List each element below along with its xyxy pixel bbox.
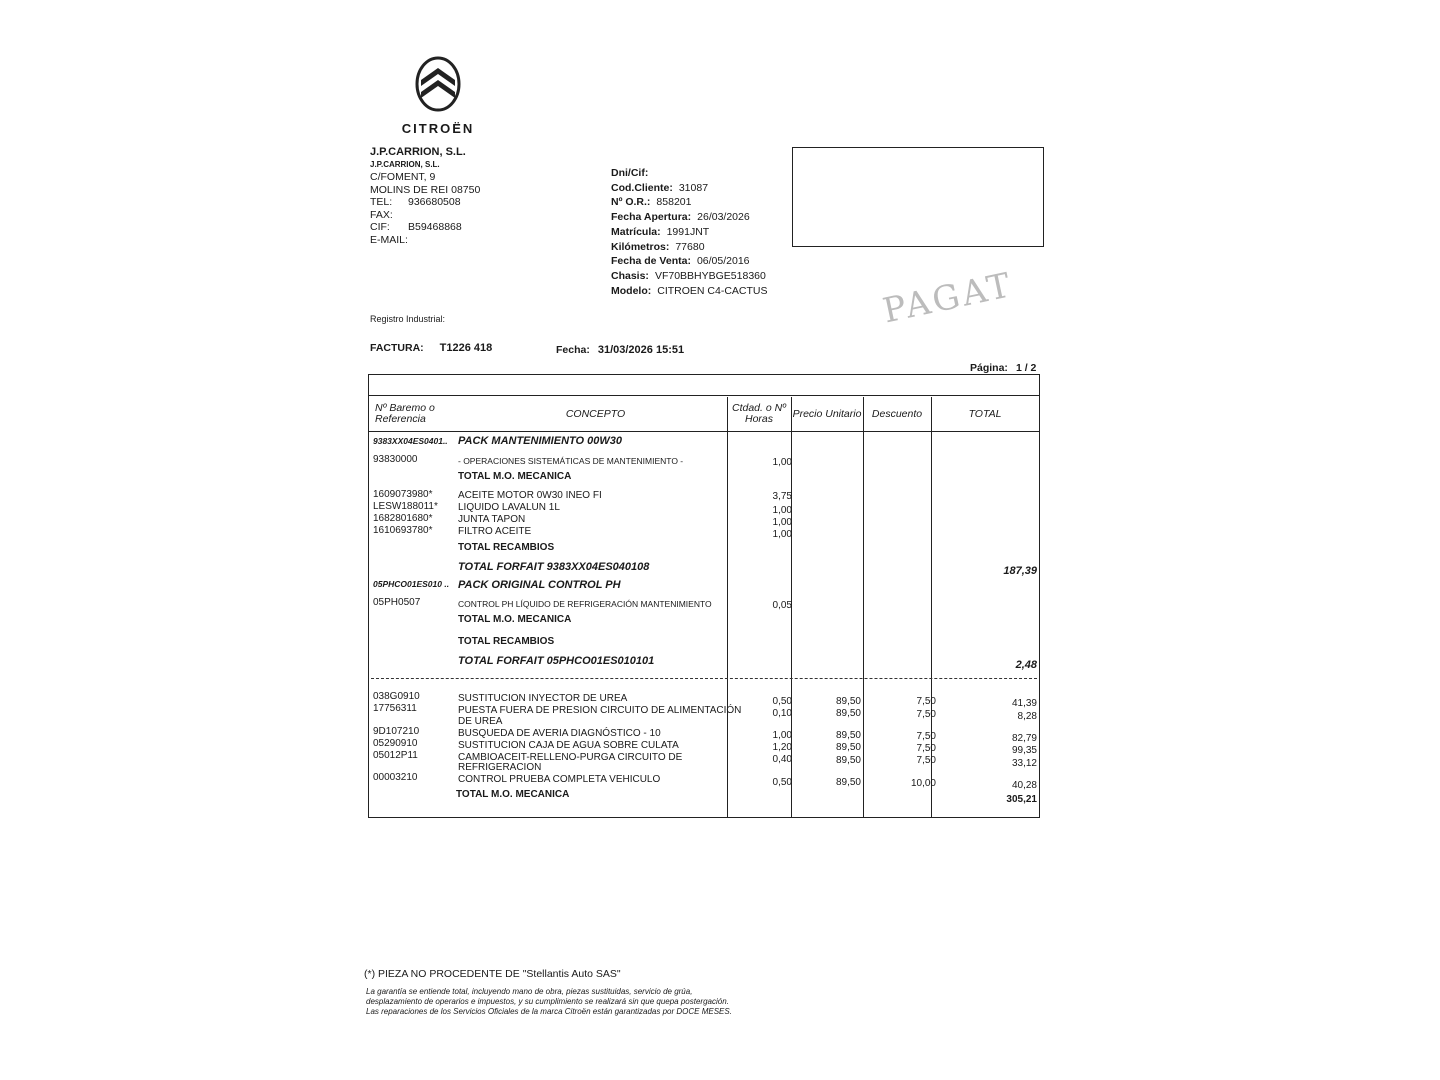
labour-concept: PUESTA FUERA DE PRESION CIRCUITO DE ALIMENTACIÓN	[458, 705, 742, 716]
labour-ref: 17756311	[373, 703, 417, 714]
labour-discount: 7,50	[916, 755, 936, 766]
vehicle-info	[611, 166, 768, 298]
pack-ref: 9383XX04ES0401..	[373, 436, 448, 446]
forfait-total-value: 187,39	[1003, 565, 1037, 577]
labour-price: 89,50	[835, 730, 861, 741]
guarantee-text: La garantía se entiende total, incluyendo mano de obra, piezas sustituidas, servicio de grúa, desplazamiento de operarios e impuestos, y su cumplimiento se realizará sin que quepa postergación. Las reparaciones de los Servicios Oficiales de la marca Citroën están garantizadas por DOCE MESES.	[366, 987, 732, 1016]
labour-concept: SUSTITUCION INYECTOR DE UREA	[458, 693, 628, 704]
header-discount: Descuento	[871, 407, 923, 420]
company-info	[370, 146, 480, 246]
vehicle-field: Matrícula: 1991JNT	[611, 225, 710, 238]
labour-total: 8,28	[1017, 711, 1037, 722]
part-concept: LIQUIDO LAVALUN 1L	[458, 502, 560, 513]
labour-concept: CONTROL PRUEBA COMPLETA VEHICULO	[458, 774, 661, 785]
part-ref: 1609073980*	[373, 489, 433, 500]
labour-concept: REFRIGERACION	[458, 762, 542, 773]
labour-price: 89,50	[835, 696, 861, 707]
company-city: MOLINS DE REI 08750	[370, 183, 481, 196]
company-cif: CIF: B59468868	[370, 221, 462, 233]
labour-discount: 7,50	[916, 709, 936, 720]
vehicle-field: Fecha Apertura: 26/03/2026	[611, 211, 750, 224]
forfait-total-label: TOTAL FORFAIT 9383XX04ES040108	[458, 561, 650, 573]
brand-name: CITROËN	[401, 121, 475, 136]
part-qty: 1,00	[772, 529, 792, 540]
labour-qty: 1,20	[772, 742, 792, 753]
subtotal-label: TOTAL M.O. MECANICA	[458, 471, 572, 482]
page-number: Página: 1 / 2	[970, 362, 1037, 374]
labour-ref: 00003210	[373, 772, 418, 783]
header-ref: Nº Baremo o Referencia	[375, 402, 435, 425]
labour-price: 89,50	[835, 777, 861, 788]
address-box	[792, 147, 1044, 247]
brand-logo	[398, 56, 478, 136]
company-tel-value: 936680508	[408, 196, 461, 208]
company-email: E-MAIL:	[370, 233, 408, 246]
invoice-number: FACTURA: T1226 418	[370, 342, 493, 354]
labour-ref: 038G0910	[373, 691, 420, 702]
labour-ref: 05290910	[373, 738, 418, 749]
labour-concept: CAMBIOACEIT-RELLENO-PURGA CIRCUITO DE	[458, 752, 683, 763]
labour-concept: BUSQUEDA DE AVERIA DIAGNÓSTICO - 10	[458, 728, 661, 739]
vehicle-field: Kilómetros: 77680	[611, 240, 705, 253]
labour-total: 99,35	[1011, 745, 1037, 756]
labour-price: 89,50	[835, 755, 861, 766]
pack-ref: 05PHCO01ES010 ..	[373, 579, 450, 589]
part-qty: 3,75	[772, 491, 792, 502]
forfait-total-label: TOTAL FORFAIT 05PHCO01ES010101	[458, 655, 655, 667]
pack-title: PACK MANTENIMIENTO 00W30	[458, 435, 623, 447]
labour-ref: 9D107210	[373, 726, 420, 737]
labour-qty: 0,50	[772, 696, 792, 707]
labour-total: 82,79	[1011, 733, 1037, 744]
part-qty: 1,00	[772, 505, 792, 516]
header-price: Precio Unitario	[792, 407, 862, 420]
registro-industrial: Registro Industrial:	[370, 314, 446, 324]
invoice-date: Fecha: 31/03/2026 15:51	[556, 344, 685, 356]
line-ref: 93830000	[373, 454, 418, 465]
pack-title: PACK ORIGINAL CONTROL PH	[458, 579, 621, 591]
line-qty: 0,05	[772, 600, 792, 611]
part-concept: ACEITE MOTOR 0W30 INEO FI	[458, 490, 602, 501]
part-ref: 1610693780*	[373, 525, 433, 536]
part-ref: LESW188011*	[373, 501, 438, 512]
vehicle-field: Nº O.R.: 858201	[611, 196, 692, 209]
table-top-band	[369, 375, 1039, 396]
subtotal-label: TOTAL RECAMBIOS	[458, 542, 555, 553]
labour-total-value: 305,21	[1006, 794, 1037, 805]
line-qty: 1,00	[772, 457, 792, 468]
labour-qty: 0,10	[772, 708, 792, 719]
labour-discount: 7,50	[916, 731, 936, 742]
company-name: J.P.CARRION, S.L.	[370, 146, 466, 158]
company-address: C/FOMENT, 9	[370, 171, 436, 183]
subtotal-label: TOTAL M.O. MECANICA	[458, 614, 572, 625]
company-cif-value: B59468868	[408, 221, 462, 233]
vehicle-field: Dni/Cif:	[611, 167, 649, 179]
vehicle-field: Fecha de Venta: 06/05/2016	[611, 255, 750, 268]
part-qty: 1,00	[772, 517, 792, 528]
vehicle-field: Cod.Cliente: 31087	[611, 181, 709, 194]
labour-concept: SUSTITUCION CAJA DE AGUA SOBRE CULATA	[458, 740, 679, 751]
labour-total-label: TOTAL M.O. MECANICA	[456, 789, 570, 800]
invoice-table	[368, 374, 1040, 818]
citroen-chevrons-icon	[414, 56, 462, 112]
company-name-secondary: J.P.CARRION, S.L.	[370, 159, 440, 169]
labour-qty: 0,40	[772, 754, 792, 765]
line-concept: - OPERACIONES SISTEMÁTICAS DE MANTENIMIENTO -	[458, 456, 684, 466]
company-fax: FAX:	[370, 208, 393, 221]
labour-discount: 10,00	[910, 778, 936, 789]
labour-price: 89,50	[835, 708, 861, 719]
part-concept: FILTRO ACEITE	[458, 526, 532, 537]
labour-qty: 0,50	[772, 777, 792, 788]
separator-dashed	[371, 678, 1037, 679]
vehicle-field: Modelo: CITROEN C4-CACTUS	[611, 284, 768, 297]
forfait-total-value: 2,48	[1015, 659, 1037, 671]
labour-total: 33,12	[1011, 758, 1037, 769]
line-ref: 05PH0507	[373, 597, 421, 608]
company-tel: TEL: 936680508	[370, 196, 461, 208]
header-total: TOTAL	[968, 407, 1002, 420]
header-concepto: CONCEPTO	[565, 407, 626, 420]
line-concept: CONTROL PH LÍQUIDO DE REFRIGERACIÓN MANTENIMIENTO	[458, 599, 712, 609]
labour-discount: 7,50	[916, 743, 936, 754]
labour-price: 89,50	[835, 742, 861, 753]
part-ref: 1682801680*	[373, 513, 433, 524]
part-concept: JUNTA TAPON	[458, 514, 526, 525]
labour-ref: 05012P11	[373, 750, 418, 761]
labour-qty: 1,00	[772, 730, 792, 741]
subtotal-label: TOTAL RECAMBIOS	[458, 636, 555, 647]
header-qty: Ctdad. o Nº Horas	[731, 402, 787, 425]
footnote: (*) PIEZA NO PROCEDENTE DE "Stellantis Auto SAS"	[364, 968, 621, 980]
vehicle-field: Chasis: VF70BBHYBGE518360	[611, 269, 766, 282]
paid-stamp: PAGAT	[879, 264, 1017, 332]
labour-discount: 7,50	[916, 696, 936, 707]
labour-total: 40,28	[1011, 780, 1037, 791]
labour-total: 41,39	[1011, 698, 1037, 709]
labour-concept: DE UREA	[458, 716, 503, 727]
